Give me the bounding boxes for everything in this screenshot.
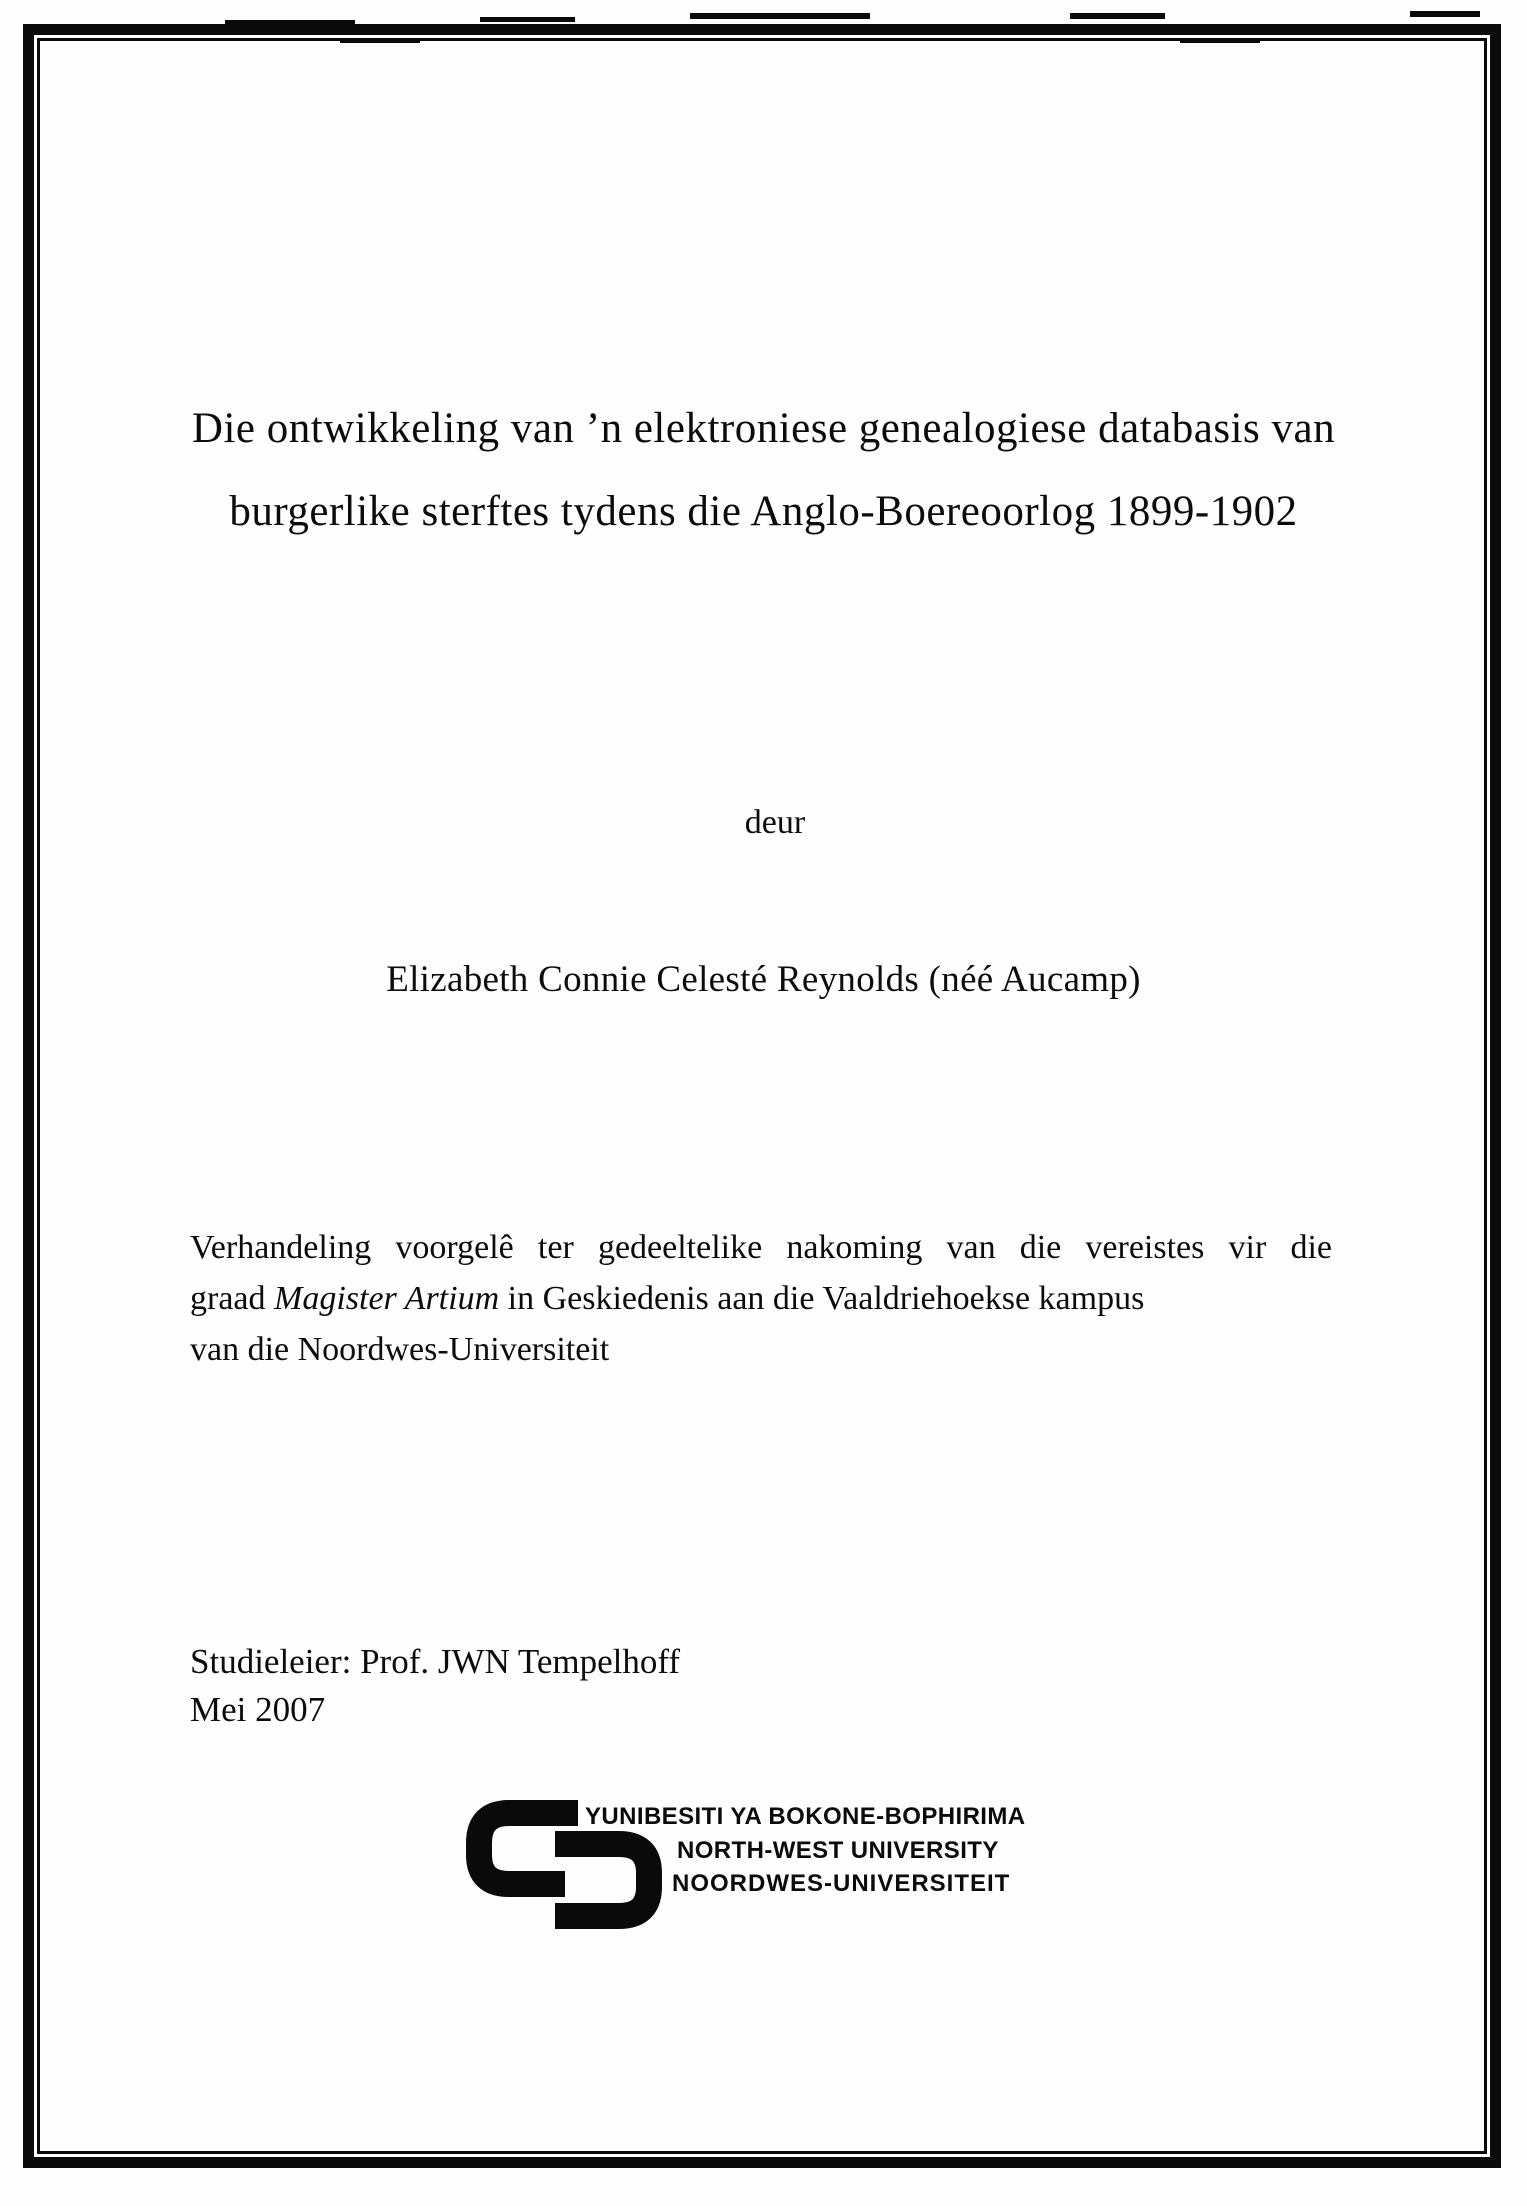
scan-artifact [690, 13, 870, 19]
statement-line2-pre: graad [190, 1280, 275, 1317]
degree-statement-line3: van die Noordwes-Universiteit [190, 1331, 610, 1368]
thesis-title-line2: burgerlike sterftes tydens die Anglo-Boereoorlog 1899-1902 [229, 488, 1298, 535]
scan-artifact [1070, 13, 1165, 19]
date-line: Mei 2007 [190, 1690, 326, 1729]
author-name: Elizabeth Connie Celesté Reynolds (néé Aucamp) [386, 959, 1141, 1000]
logo-text-setswana: YUNIBESITI YA BOKONE-BOPHIRIMA [585, 1803, 1026, 1830]
supervisor-block [190, 1638, 680, 1734]
degree-name-italic: Magister Artium [274, 1280, 500, 1317]
byline-label: deur [744, 804, 806, 841]
supervisor-line: Studieleier: Prof. JWN Tempelhoff [190, 1642, 681, 1681]
scan-artifact [480, 17, 575, 22]
scan-artifact [1410, 11, 1480, 17]
degree-statement [190, 1222, 1332, 1375]
statement-line2-post: in Geskiedenis aan die Vaaldriehoekse kampus [499, 1280, 1145, 1317]
logo-text-english: NORTH-WEST UNIVERSITY [677, 1837, 999, 1864]
thesis-title-line1: Die ontwikkeling van ’n elektroniese genealogiese databasis van [191, 405, 1336, 452]
degree-statement-line2 [190, 1273, 1332, 1324]
degree-statement-line1: Verhandeling voorgelê ter gedeeltelike nakoming van die vereistes vir die [190, 1229, 1332, 1266]
logo-text-afrikaans: NOORDWES-UNIVERSITEIT [672, 1870, 1011, 1897]
